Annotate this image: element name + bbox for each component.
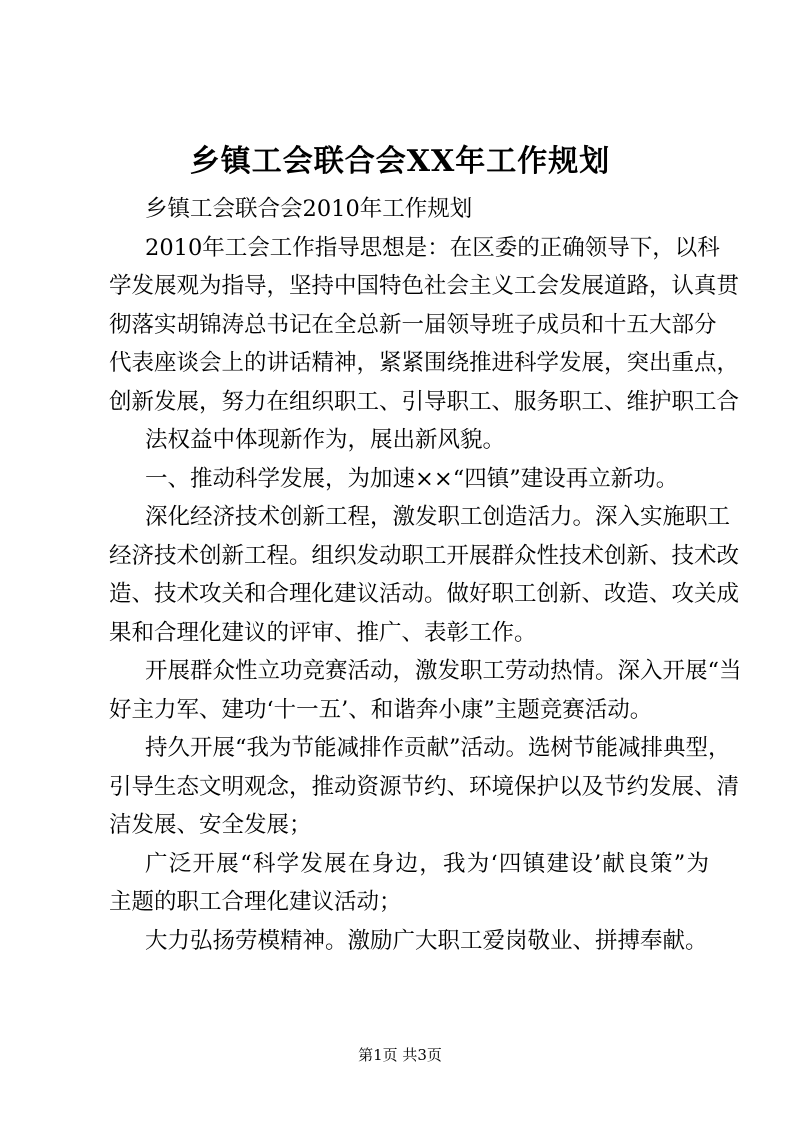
text-line: 乡镇工会联合会2010年工作规划 (145, 196, 473, 222)
text-line: 果和合理化建议的评审、推广、表彰工作。 (109, 619, 537, 646)
text-line: 2010年工会工作指导思想是：在区委的正确领导下，以科 (145, 234, 720, 261)
text-line: 洁发展、安全发展； (109, 812, 312, 838)
document-title: 乡镇工会联合会XX年工作规划 (189, 144, 611, 179)
text-line: 主题的职工合理化建议活动； (109, 889, 402, 915)
paragraph (109, 729, 740, 845)
paragraph (109, 652, 742, 729)
text-line: 好主力军、建功‘十一五’、和谐奔小康”主题竞赛活动。 (109, 696, 653, 723)
page-number-footer: 第1页 共3页 (358, 1046, 442, 1064)
text-line: 造、技术攻关和合理化建议活动。做好职工创新、改造、攻关成 (109, 581, 740, 607)
paragraph (109, 460, 709, 499)
text-line: 深化经济技术创新工程，激发职工创造活力。深入实施职工 (145, 504, 731, 530)
paragraph (109, 229, 740, 460)
paragraph (109, 922, 709, 961)
text-line: 学发展观为指导，坚持中国特色社会主义工会发展道路，认真贯 (109, 273, 740, 299)
text-line: 代表座谈会上的讲话精神，紧紧围绕推进科学发展，突出重点， (109, 350, 740, 376)
text-line: 引导生态文明观念，推动资源节约、环境保护以及节约发展、清 (109, 773, 740, 800)
text-line: 创新发展，努力在组织职工、引导职工、服务职工、维护职工合 (109, 388, 740, 415)
paragraph (109, 190, 709, 229)
text-line: 大力弘扬劳模精神。激励广大职工爱岗敬业、拼搏奉献。 (145, 927, 708, 954)
text-line: 经济技术创新工程。组织发动职工开展群众性技术创新、技术改 (109, 542, 740, 569)
document-body (109, 190, 742, 960)
paragraph (109, 498, 740, 652)
text-line: 持久开展“我为节能减排作贡献”活动。选树节能减排典型， (145, 735, 731, 761)
text-line: 法权益中体现新作为，展出新风貌。 (145, 427, 506, 453)
paragraph (109, 845, 709, 922)
text-line: 彻落实胡锦涛总书记在全总新一届领导班子成员和十五大部分 (109, 311, 717, 338)
text-line: 一、推动科学发展，为加速××“四镇”建设再立新功。 (145, 465, 679, 492)
text-line: 开展群众性立功竞赛活动，激发职工劳动热情。深入开展“当 (145, 658, 742, 684)
text-line: 广泛开展“科学发展在身边，我为‘四镇建设’献良策”为 (145, 850, 709, 877)
